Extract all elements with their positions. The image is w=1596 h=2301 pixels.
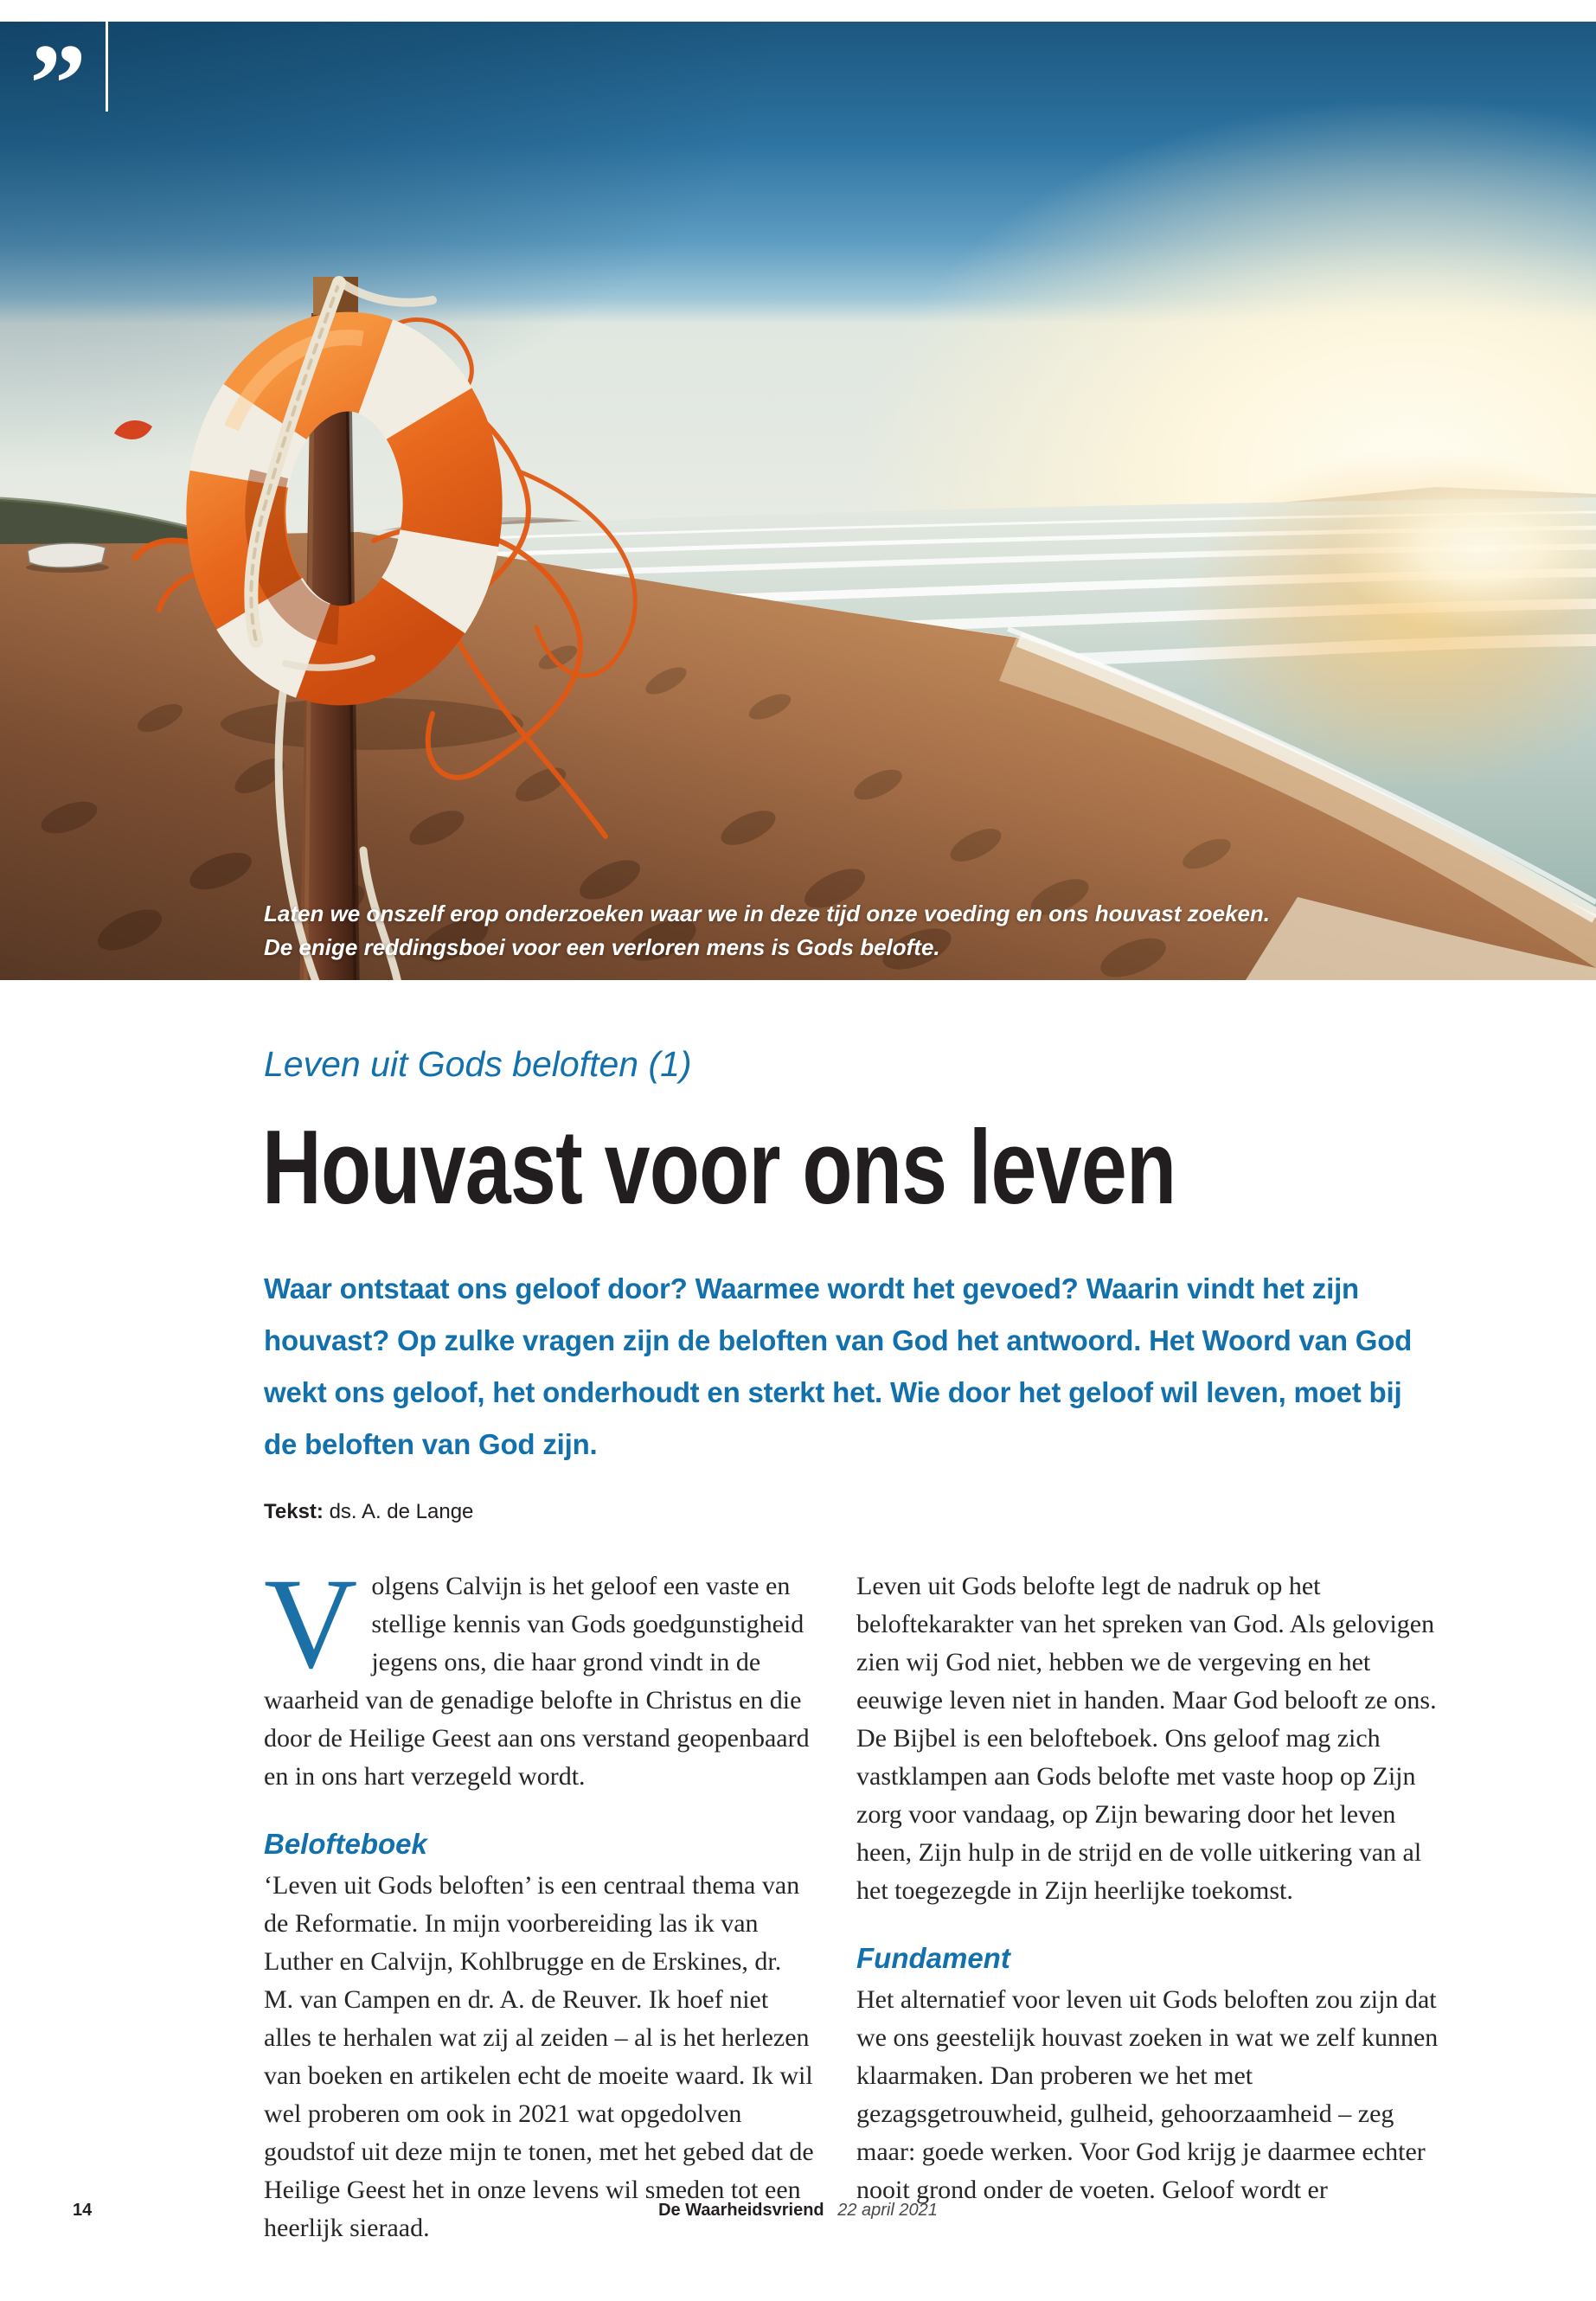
buoy-shadow xyxy=(221,698,523,750)
column-right xyxy=(856,1567,1453,2247)
heading-belofteboek: Belofteboek xyxy=(264,1827,427,1860)
article-kicker: Leven uit Gods beloften (1) xyxy=(264,1044,692,1084)
paragraph-3: Leven uit Gods belofte legt de nadruk op het beloftekarakter van het spreken van God. Als gelovigen zien wij God niet, hebben we de vergeving en het eeuwige leven niet in handen. Maar God belooft ze ons. De Bijbel is een belofteboek. Ons geloof mag zich vastklampen aan Gods belofte met vaste hoop op Zijn zorg voor vandaag, op Zijn bewaring door het leven heen, Zijn hulp in de strijd en de volle uitkering van al het toegezegde in Zijn heerlijke toekomst. xyxy=(856,1571,1437,1905)
paragraph-4: Het alternatief voor leven uit Gods beloften zou zijn dat we ons geestelijk houvast zoeken in wat we zelf kunnen klaarmaken. Dan proberen we het met gezagsgetrouwheid, gulheid, gehoorzaamheid – zeg maar: goede werken. Voor God krijg je daarmee echter nooit grond onder de voeten. Geloof wordt er xyxy=(856,1985,1439,2205)
paragraph-1-text: olgens Calvijn is het geloof een vaste en stellige kennis van Gods goedgunstigheid jegens ons, die haar grond vindt in de waarheid van de genadige belofte in Christus en die door de Heilige Geest aan ons verstand geopenbaard en in ons hart verzegeld wordt. xyxy=(264,1571,810,1791)
hero-photo xyxy=(0,22,1596,980)
heading-fundament: Fundament xyxy=(856,1941,1010,1974)
vertical-rule xyxy=(106,22,108,112)
dropcap: V xyxy=(264,1551,358,1695)
small-boat xyxy=(26,543,109,573)
footer-center xyxy=(0,2201,1596,2221)
byline-label: Tekst: xyxy=(264,1499,324,1523)
hero-caption xyxy=(264,897,1270,965)
quote-icon: ” xyxy=(29,22,87,147)
article-intro: Waar ontstaat ons geloof door? Waarmee wordt het gevoed? Waarin vindt het zijn houvast? Op zulke vragen zijn de beloften van God het antwoord. Het Woord van God wekt ons geloof, het onderhoudt en sterkt het. Wie door het geloof wil leven, moet bij de beloften van God zijn. xyxy=(264,1272,1413,1460)
page-footer xyxy=(0,2201,1596,2221)
hero-caption-line2: De enige reddingsboei voor een verloren mens is Gods belofte. xyxy=(264,934,940,960)
column-left xyxy=(264,1551,815,2247)
paragraph-2: ‘Leven uit Gods beloften’ is een centraal thema van de Reformatie. In mijn voorbereiding las ik van Luther en Calvijn, Kohlbrugge en de Erskines, dr. M. van Campen en dr. A. de Reuver. Ik hoef niet alles te herhalen wat zij al zeiden – al is het herlezen van boeken en artikelen echt de moeite waard. Ik wil wel proberen om ook in 2021 wat opgedolven goudstof uit deze mijn te tonen, met het gebed dat de Heilige Geest het in onze levens wil smeden tot een heerlijk sieraad. xyxy=(264,1871,814,2243)
beach-lifebuoy-illustration xyxy=(0,22,1596,980)
byline-name: ds. A. de Lange xyxy=(329,1499,474,1523)
paragraph-1 xyxy=(264,1551,815,1796)
issue-date: 22 april 2021 xyxy=(837,2201,938,2220)
page-number: 14 xyxy=(73,2201,93,2220)
byline xyxy=(264,1500,1596,1524)
magazine-name: De Waarheidsvriend xyxy=(658,2201,824,2220)
article-title: Houvast voor ons leven xyxy=(262,1108,1176,1227)
hero-caption-line1: Laten we onszelf erop onderzoeken waar we in deze tijd onze voeding en ons houvast zoeken. xyxy=(264,901,1271,926)
body-columns xyxy=(264,1551,1458,2247)
